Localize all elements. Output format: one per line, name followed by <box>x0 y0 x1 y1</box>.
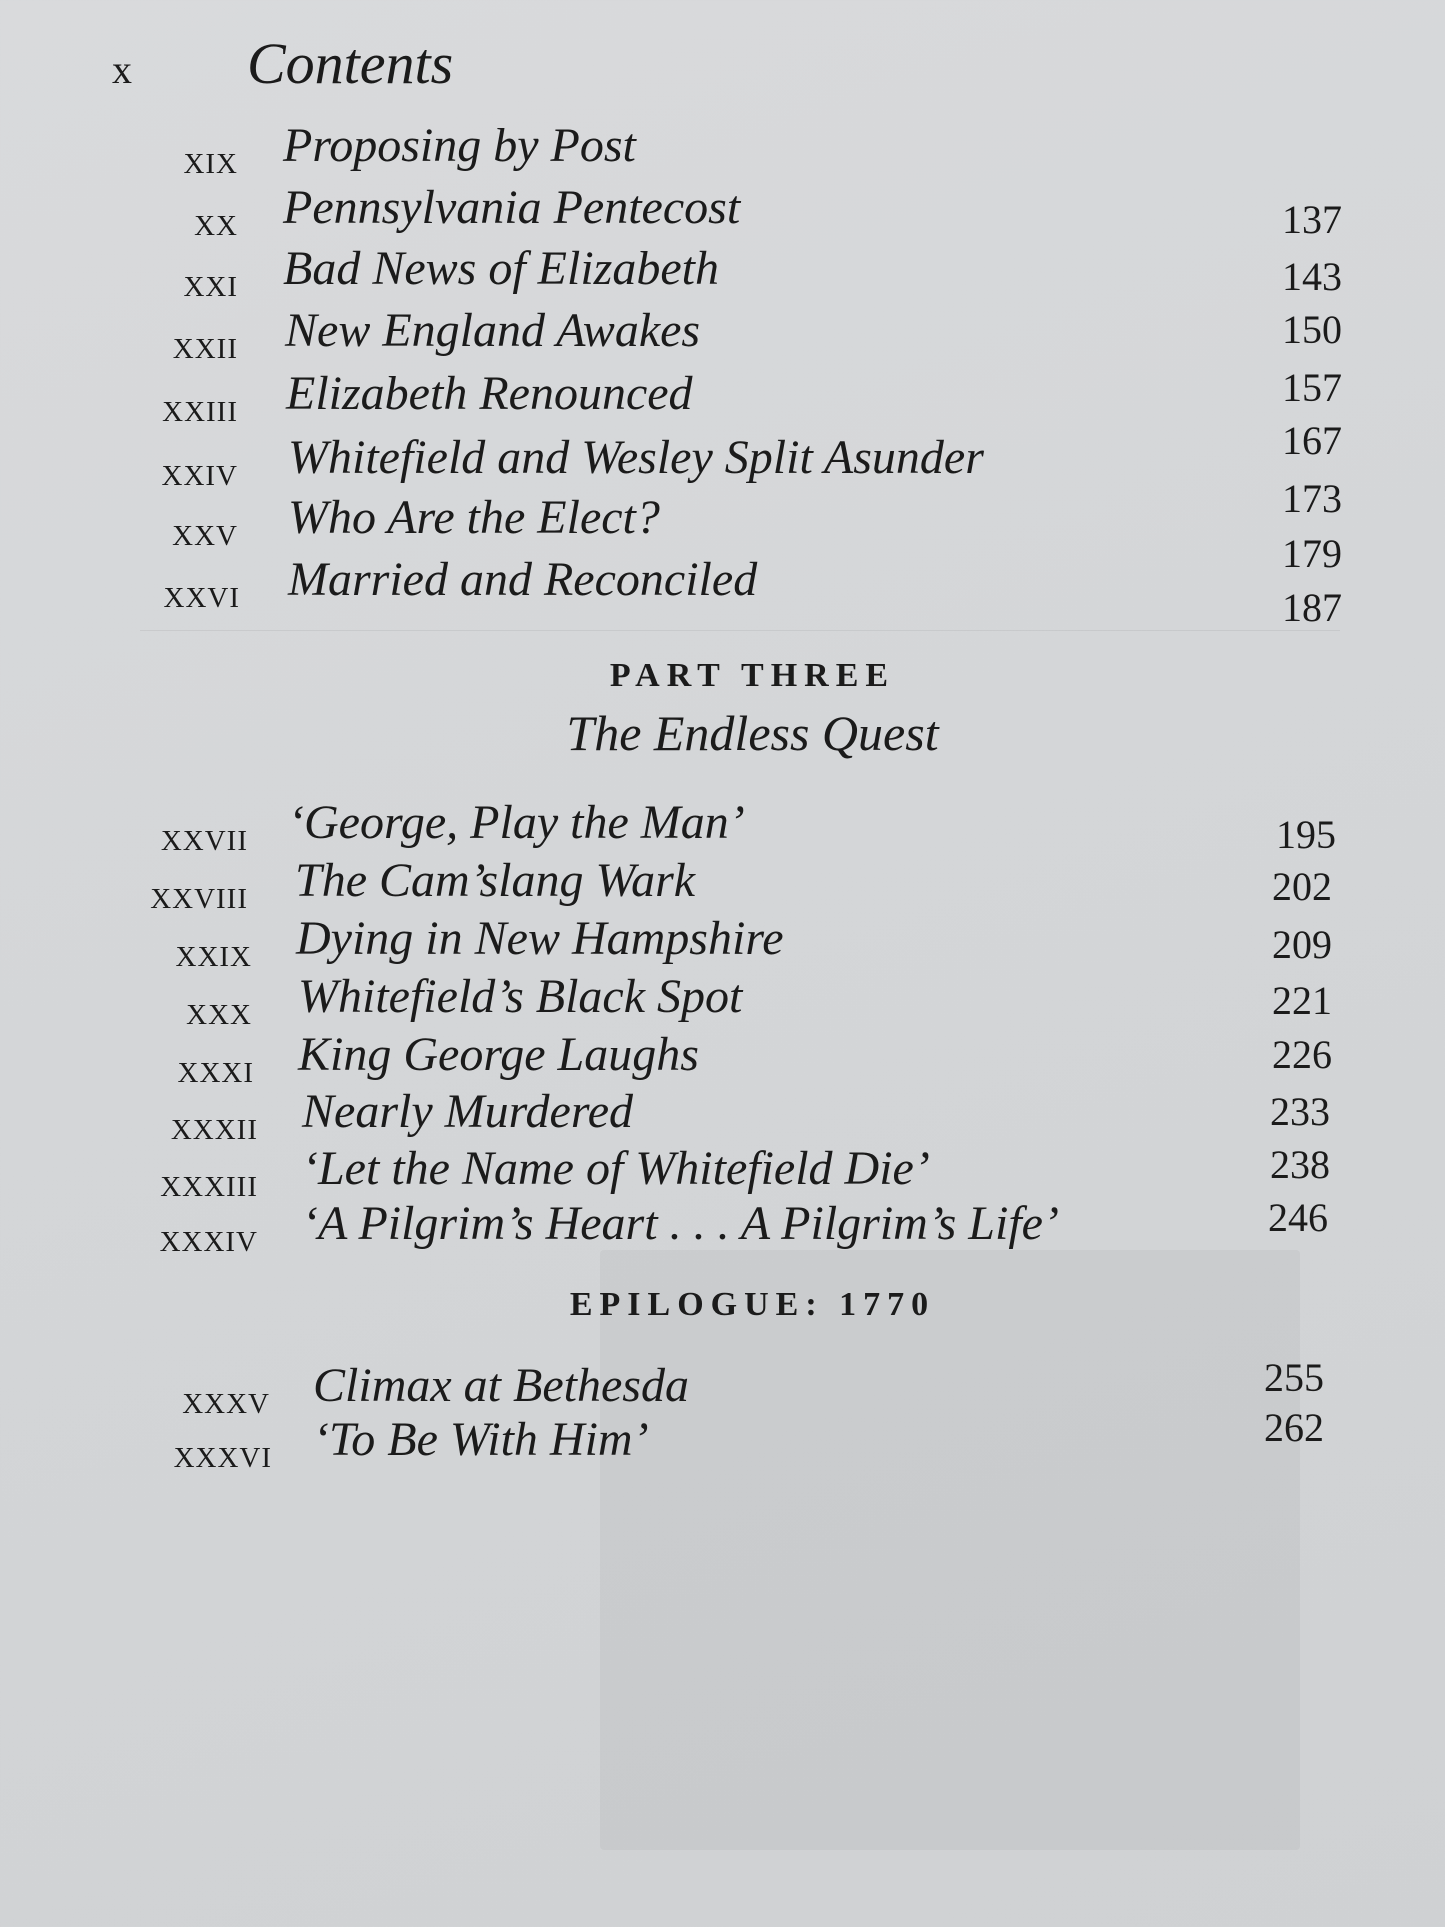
page-number-text: 150 <box>1282 307 1342 352</box>
toc-entry <box>0 853 1445 918</box>
chapter-number: xxvii <box>160 814 248 860</box>
chapter-title: Married and Reconciled <box>288 553 758 606</box>
page-number-cell <box>1282 475 1362 525</box>
toc-entry <box>0 1084 1445 1149</box>
toc-entry <box>0 1027 1445 1092</box>
chapter-title: ‘To Be With Him’ <box>313 1413 649 1466</box>
page-number-text: 262 <box>1264 1405 1324 1450</box>
chapter-title: ‘Let the Name of Whitefield Die’ <box>302 1142 930 1195</box>
chapter-number: xxvi <box>163 571 240 617</box>
page-number-text: 143 <box>1282 254 1342 299</box>
toc-entry <box>0 303 1445 368</box>
chapter-number: xxxi <box>177 1046 254 1092</box>
page-number-text: 246 <box>1268 1195 1328 1240</box>
page-number-text: 195 <box>1276 812 1336 857</box>
chapter-title: Bad News of Elizabeth <box>283 242 719 295</box>
page-number-cell <box>1282 530 1362 580</box>
toc-entry <box>0 911 1445 976</box>
part-subtitle: The Endless Quest <box>566 705 939 761</box>
page-number-cell <box>1282 253 1362 303</box>
page-title: Contents <box>247 31 454 96</box>
chapter-title: Whitefield and Wesley Split Asunder <box>288 431 984 484</box>
chapter-title: Pennsylvania Pentecost <box>283 181 741 234</box>
page-number-cell <box>1282 417 1362 467</box>
page-number-cell <box>1282 196 1362 246</box>
toc-entry <box>0 366 1445 431</box>
page-number-text: 187 <box>1282 585 1342 630</box>
page-number-text: 173 <box>1282 476 1342 521</box>
chapter-number: xxxv <box>182 1377 270 1423</box>
chapter-number: xxix <box>175 930 252 976</box>
toc-entry <box>0 1355 1445 1423</box>
page-number-text: 255 <box>1264 1355 1324 1400</box>
chapter-title: Who Are the Elect? <box>288 491 660 544</box>
page-number-text: 137 <box>1282 197 1342 242</box>
toc-entry <box>0 795 1445 860</box>
chapter-number: xxxiv <box>159 1215 258 1261</box>
chapter-number: xxxiii <box>160 1160 258 1206</box>
page-number: x <box>112 47 133 92</box>
chapter-number: xxiii <box>162 385 238 431</box>
chapter-number: xxviii <box>150 872 248 918</box>
page-number-cell <box>1282 364 1362 414</box>
chapter-number: xxii <box>172 322 238 368</box>
page-number-text: 209 <box>1272 922 1332 967</box>
epilogue-heading: EPILOGUE: 1770 <box>569 1286 936 1323</box>
page-number-text: 221 <box>1272 978 1332 1023</box>
chapter-number: xix <box>183 137 238 183</box>
toc-entry <box>0 969 1445 1034</box>
part-heading: PART THREE <box>609 657 896 694</box>
chapter-number: xxx <box>186 988 252 1034</box>
chapter-title: ‘George, Play the Man’ <box>288 796 745 849</box>
chapter-title: ‘A Pilgrim’s Heart . . . A Pilgrim’s Life’ <box>302 1197 1059 1250</box>
chapter-title: New England Awakes <box>285 304 701 357</box>
chapter-title: King George Laughs <box>298 1028 699 1081</box>
chapter-title: Dying in New Hampshire <box>296 912 784 965</box>
chapter-number: xxxii <box>170 1103 258 1149</box>
chapter-number: xxiv <box>161 449 238 495</box>
show-through-shading <box>600 1250 1300 1850</box>
page-number-text: 167 <box>1282 418 1342 463</box>
toc-entry <box>0 118 1445 183</box>
toc-entry <box>0 430 1445 495</box>
page-number-text: 202 <box>1272 864 1332 909</box>
chapter-title: Elizabeth Renounced <box>286 367 693 420</box>
toc-entry <box>0 180 1445 245</box>
toc-entry <box>0 552 1445 617</box>
toc-entry <box>0 1195 1445 1261</box>
toc-entry <box>0 1405 1445 1477</box>
page-number-cell <box>1282 584 1362 634</box>
chapter-title: Proposing by Post <box>283 119 636 172</box>
chapter-number: xxv <box>172 509 238 555</box>
chapter-number: xxxvi <box>173 1431 272 1477</box>
page-number-text: 238 <box>1270 1142 1330 1187</box>
toc-entry <box>0 241 1445 306</box>
page-number-text: 226 <box>1272 1032 1332 1077</box>
page-number-text: 157 <box>1282 365 1342 410</box>
chapter-title: The Cam’slang Wark <box>295 854 696 907</box>
chapter-number: xx <box>194 199 238 245</box>
chapter-title: Climax at Bethesda <box>313 1359 689 1412</box>
toc-entry <box>0 1141 1445 1206</box>
page-number-text: 179 <box>1282 531 1342 576</box>
chapter-number: xxi <box>183 260 238 306</box>
page-number-text: 233 <box>1270 1089 1330 1134</box>
page-number-cell <box>1282 306 1362 356</box>
chapter-title: Whitefield’s Black Spot <box>298 970 743 1023</box>
chapter-title: Nearly Murdered <box>302 1085 634 1138</box>
faint-rule <box>140 630 1340 631</box>
